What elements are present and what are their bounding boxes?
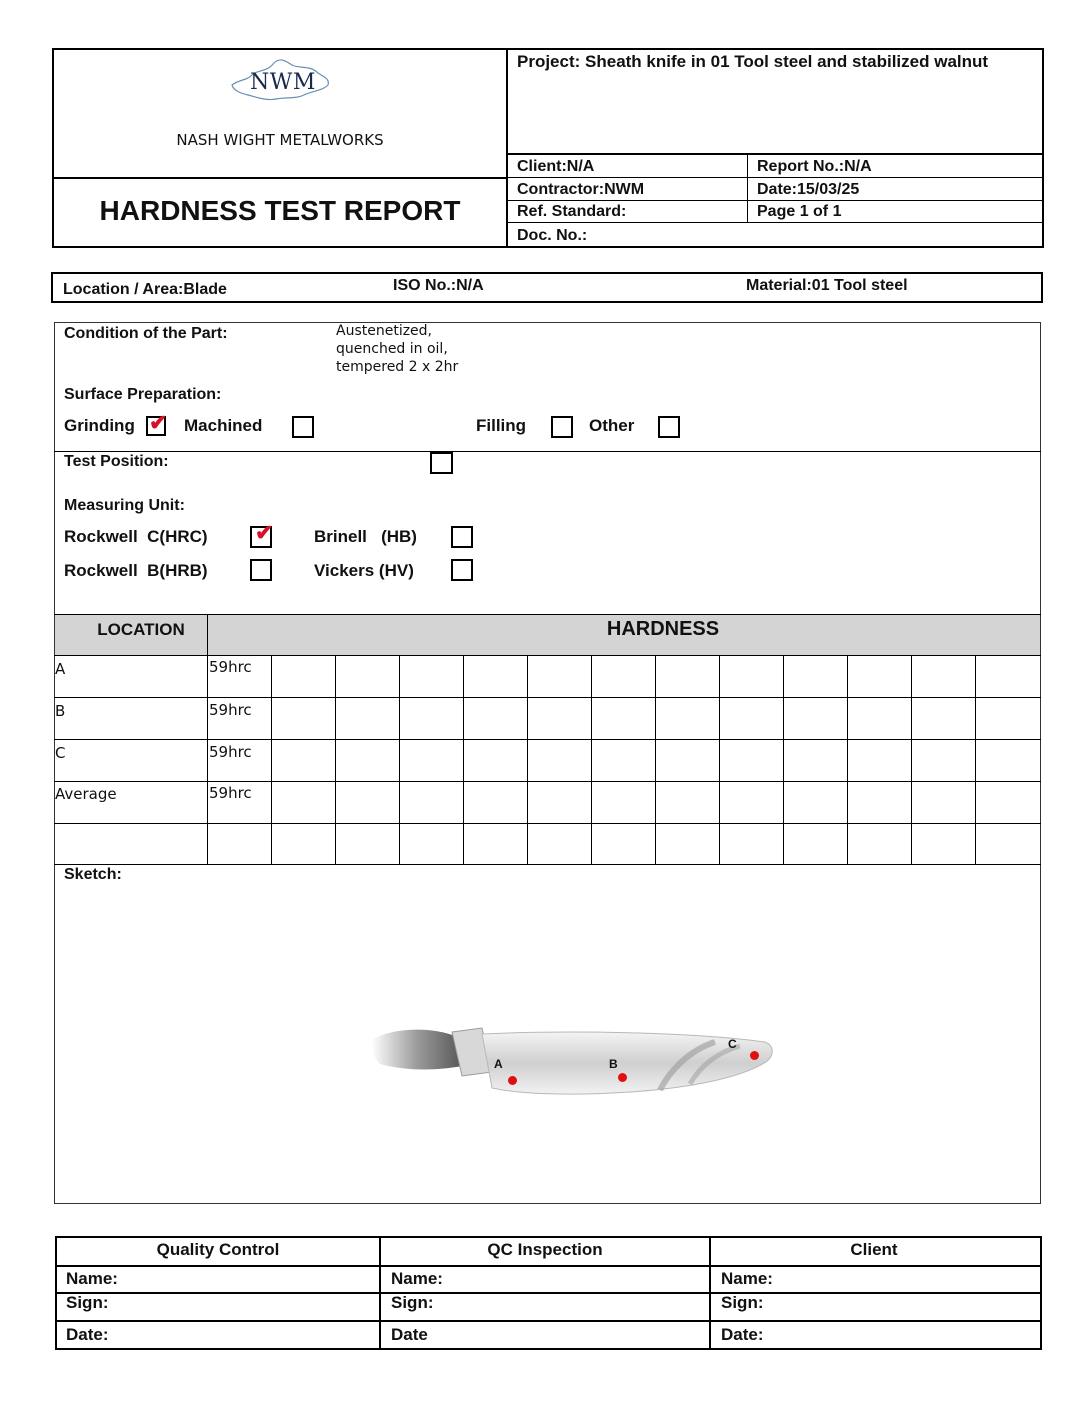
header-line (506, 222, 1044, 223)
header-divider-project (506, 153, 1044, 155)
table-row-location: A (55, 660, 66, 678)
condition-value-3: tempered 2 x 2hr (336, 359, 459, 375)
vickers-label: Vickers (HV) (314, 561, 414, 580)
checkmark-icon: ✔ (255, 520, 274, 545)
point-label-a: A (494, 1057, 503, 1071)
sig-name-field[interactable]: Name: (391, 1269, 443, 1288)
table-col-line (271, 655, 272, 864)
vickers-checkbox[interactable] (451, 559, 473, 581)
iso-no-field: ISO No.:N/A (393, 277, 484, 294)
sig-date-field[interactable]: Date: (66, 1325, 109, 1344)
table-row-line (54, 823, 1041, 824)
header-line (506, 200, 1044, 201)
sig-name-field[interactable]: Name: (721, 1269, 773, 1288)
brinell-checkbox[interactable] (451, 526, 473, 548)
header-divider-report (747, 153, 748, 223)
header-line (506, 177, 1044, 178)
table-row-value: 59hrc (209, 784, 252, 802)
location-area-field: Location / Area:Blade (63, 281, 227, 298)
knife-handle (371, 1030, 462, 1070)
sig-col-title: Client (850, 1240, 898, 1259)
sig-date-field[interactable]: Date: (721, 1325, 764, 1344)
table-row-line (54, 781, 1041, 782)
table-row-location: Average (55, 785, 117, 803)
grinding-checkbox[interactable] (146, 410, 168, 436)
sig-line (55, 1265, 1042, 1267)
condition-label: Condition of the Part: (64, 325, 228, 342)
table-col-line (463, 655, 464, 864)
table-col-line (655, 655, 656, 864)
sig-col-title: Quality Control (156, 1240, 280, 1259)
surface-prep-label: Surface Preparation: (64, 386, 222, 403)
grinding-label: Grinding (64, 416, 135, 435)
sig-date-field[interactable]: Date (391, 1325, 428, 1344)
condition-value-2: quenched in oil, (336, 341, 448, 357)
page-field: Page 1 of 1 (757, 203, 842, 220)
table-row-line (54, 739, 1041, 740)
point-label-b: B (609, 1057, 618, 1071)
rockwell-b-label: Rockwell B(HRB) (64, 561, 208, 580)
table-col-line (783, 655, 784, 864)
table-row-line (54, 864, 1041, 865)
brinell-label: Brinell (HB) (314, 527, 417, 546)
ref-standard-field: Ref. Standard: (517, 203, 627, 220)
date-field: Date:15/03/25 (757, 181, 860, 198)
divider-surface (54, 451, 1041, 452)
test-point-a-marker (508, 1076, 517, 1085)
test-point-c-marker (750, 1051, 759, 1060)
table-row-value: 59hrc (209, 701, 252, 719)
other-label: Other (589, 416, 635, 435)
doc-no-field: Doc. No.: (517, 227, 588, 244)
table-col-line (591, 655, 592, 864)
table-row-location: B (55, 702, 66, 720)
table-col-line (527, 655, 528, 864)
sig-name-field[interactable]: Name: (66, 1269, 118, 1288)
machined-checkbox[interactable] (292, 416, 314, 438)
table-col-line (719, 655, 720, 864)
sig-sign-field[interactable]: Sign: (721, 1293, 764, 1312)
sig-col-title: QC Inspection (487, 1240, 603, 1259)
filling-checkbox[interactable] (551, 416, 573, 438)
table-col-line (911, 655, 912, 864)
rockwell-c-checkbox[interactable] (250, 520, 274, 548)
table-col-line (399, 655, 400, 864)
test-position-label: Test Position: (64, 453, 169, 470)
other-checkbox[interactable] (658, 416, 680, 438)
contractor-field: Contractor:NWM (517, 181, 645, 198)
machined-label: Machined (184, 416, 263, 435)
sig-sign-field[interactable]: Sign: (391, 1293, 434, 1312)
location-header: LOCATION (97, 620, 185, 639)
test-position-checkbox[interactable] (430, 452, 453, 474)
table-line (54, 614, 1041, 615)
table-row-location: C (55, 744, 66, 762)
report-title: HARDNESS TEST REPORT (99, 195, 461, 226)
table-col-line (847, 655, 848, 864)
client-field: Client:N/A (517, 158, 595, 175)
table-row-line (54, 697, 1041, 698)
point-label-c: C (728, 1037, 737, 1051)
table-row-value: 59hrc (209, 743, 252, 761)
project-label: Project: Sheath knife in 01 Tool steel and stabilized walnut (517, 52, 989, 71)
sig-line (55, 1320, 1042, 1322)
sketch-label: Sketch: (64, 866, 122, 883)
test-point-b-marker (618, 1073, 627, 1082)
condition-value-1: Austenetized, (336, 323, 433, 339)
logo-text: NWM (250, 70, 316, 95)
checkmark-icon: ✔ (149, 410, 168, 435)
rockwell-c-label: Rockwell C(HRC) (64, 527, 208, 546)
sig-sign-field[interactable]: Sign: (66, 1293, 109, 1312)
table-row-value: 59hrc (209, 658, 252, 676)
table-col-line (975, 655, 976, 864)
table-col-line (335, 655, 336, 864)
filling-label: Filling (476, 416, 527, 435)
sig-line (55, 1292, 1042, 1294)
header-divider-logo (52, 177, 508, 179)
hardness-header: HARDNESS (606, 618, 720, 640)
table-row-line (54, 655, 1041, 656)
company-name: NASH WIGHT METALWORKS (176, 131, 384, 149)
report-no-field: Report No.:N/A (757, 158, 872, 175)
knife-sketch (370, 1020, 790, 1120)
measuring-unit-label: Measuring Unit: (64, 497, 185, 514)
rockwell-b-checkbox[interactable] (250, 559, 272, 581)
material-field: Material:01 Tool steel (746, 277, 908, 294)
